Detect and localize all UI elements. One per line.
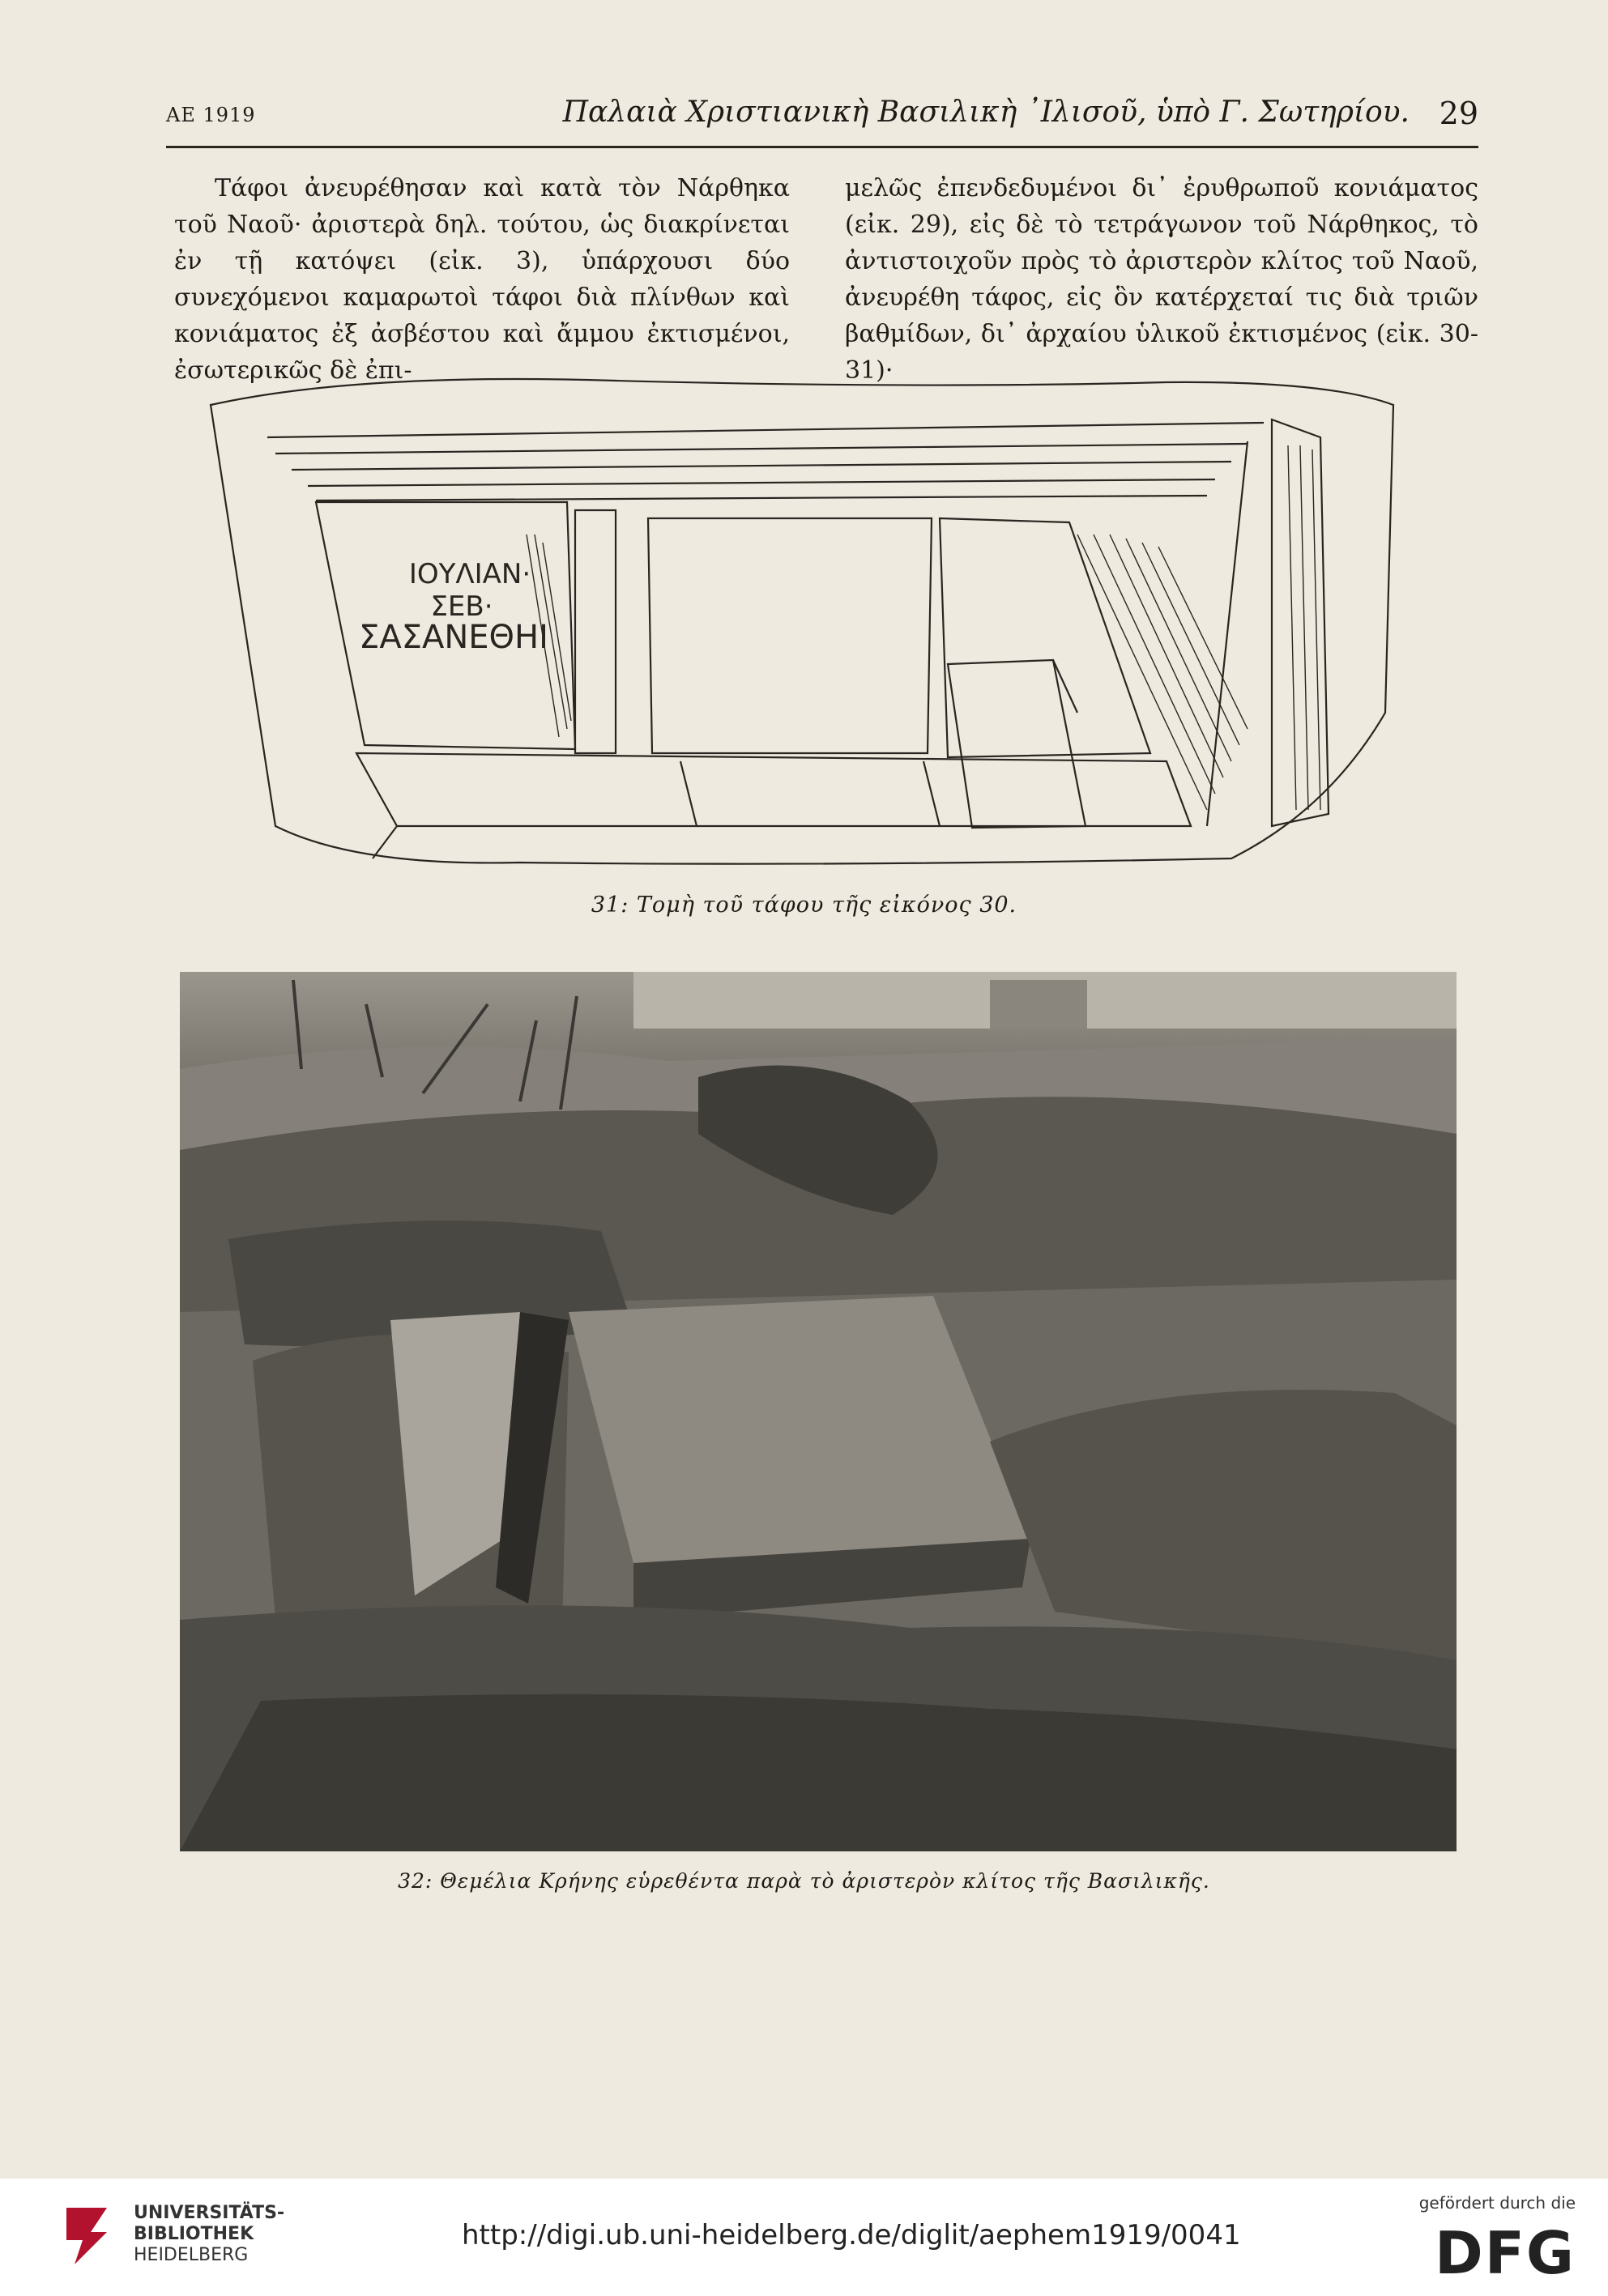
running-title: Παλαιὰ Χριστιανικὴ Βασιλικὴ ᾿Ιλισοῦ, ὑπὸ Γ. Σωτηρίου. (562, 96, 1410, 129)
page-number: 29 (1439, 96, 1478, 131)
text-column-right (845, 170, 1478, 389)
paragraph-right: μελῶς ἐπενδεδυμένοι δι᾿ ἐρυθρωποῦ κονιάματος (εἰκ. 29), εἰς δὲ τὸ τετράγωνον τοῦ Νάρθηκος, τὸ ἀντιστοιχοῦν πρὸς τὸ ἀριστερὸν κλίτος τοῦ Ναοῦ, ἀνευρέθη τάφος, εἰς ὃν κατέρχεταί τις διὰ τριῶν βαθμίδων, δι᾿ ἀρχαίου ὑλικοῦ ἐκτισμένος (εἰκ. 30-31)· (845, 174, 1478, 385)
funded-by-label: gefördert durch die (1418, 2193, 1576, 2213)
digitization-footer (0, 2179, 1608, 2296)
journal-label: ΑΕ 1919 (166, 104, 256, 126)
inscription-line-1: ΙΟΥΛΙΑΝ· (408, 558, 531, 590)
header-rule (166, 146, 1478, 148)
library-line-3: HEIDELBERG (134, 2245, 249, 2265)
paragraph-left: Τάφοι ἀνευρέθησαν καὶ κατὰ τὸν Νάρθηκα τοῦ Ναοῦ· ἀριστερὰ δηλ. τούτου, ὡς διακρίνεται ἐν τῇ κατόψει (εἰκ. 3), ὑπάρχουσι δύο συνεχόμενοι καμαρωτοὶ τάφοι διὰ πλίνθων καὶ κονιάματος ἐξ ἀσβέστου καὶ ἄμμου ἐκτισμένοι, ἐσωτερικῶς δὲ ἐπι- (174, 174, 790, 385)
library-line-1: UNIVERSITÄTS- (134, 2203, 285, 2223)
library-line-2: BIBLIOTHEK (134, 2224, 254, 2244)
figure-32-caption: 32: Θεμέλια Κρήνης εὑρεθέντα παρὰ τὸ ἀριστερὸν κλίτος τῆς Βασιλικῆς. (398, 1869, 1210, 1893)
library-name (134, 2203, 284, 2266)
university-library-logo-icon (58, 2200, 123, 2271)
inscription-line-2: ΣΕΒ· (430, 590, 493, 623)
figure-31-caption: 31: Τομὴ τοῦ τάφου τῆς εἰκόνος 30. (591, 892, 1017, 918)
source-url[interactable]: http://digi.ub.uni-heidelberg.de/diglit/aephem1919/0041 (462, 2219, 1241, 2251)
text-column-left (174, 170, 790, 389)
running-header (166, 96, 1478, 141)
figure-32-photo (180, 972, 1457, 1851)
figure-31-drawing (194, 373, 1418, 891)
tomb-section-drawing (194, 373, 1418, 891)
inscription-line-3: ΣΑΣΑΝΕΘΗΙ (359, 619, 548, 656)
dfg-logo: DFG (1434, 2219, 1576, 2287)
excavation-photo (180, 972, 1457, 1851)
